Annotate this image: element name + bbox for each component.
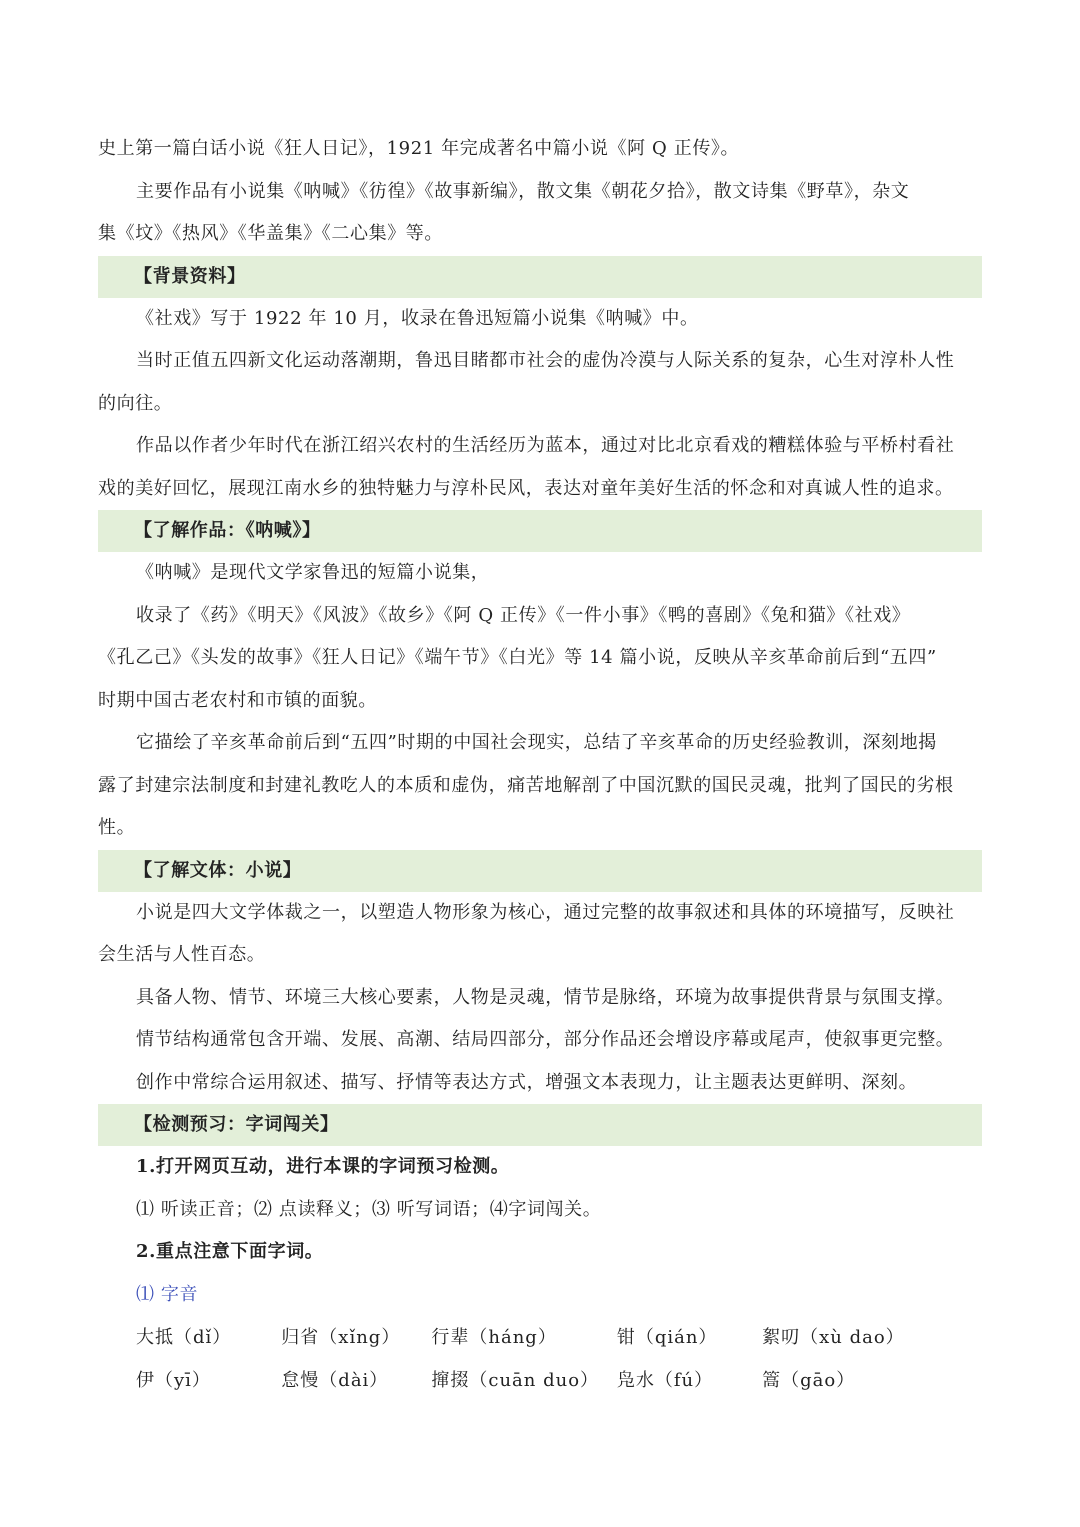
pinyin-word: 篙（gāo） [762,1370,856,1391]
task-item: 1.打开网页互动，进行本课的字词预习检测。 [136,1156,510,1177]
paragraph-line: 会生活与人性百态。 [98,944,266,965]
pinyin-word: 撺掇（cuān duo） [431,1370,600,1391]
paragraph-line: 《社戏》写于 1922 年 10 月，收录在鲁迅短篇小说集《呐喊》中。 [136,307,699,329]
paragraph-line: 小说是四大文学体裁之一，以塑造人物形象为核心，通过完整的故事叙述和具体的环境描写，反映社 [136,901,955,923]
task-subitems: ⑴ 听读正音；⑵ 点读释义；⑶ 听写词语；⑷字词闯关。 [136,1198,602,1220]
intro-line: 主要作品有小说集《呐喊》《彷徨》《故事新编》，散文集《朝花夕拾》，散文诗集《野草》，杂文 [136,180,910,202]
intro-line: 集《坟》《热风》《华盖集》《二心集》等。 [98,223,443,244]
paragraph-line: 的向往。 [98,392,173,414]
intro-line: 史上第一篇白话小说《狂人日记》，1921 年完成著名中篇小说《阿 Q 正传》。 [98,138,740,159]
section-heading-nahan: 【了解作品：《呐喊》】 [98,510,982,552]
pinyin-row [98,1359,982,1402]
paragraph-line: 当时正值五四新文化运动落潮期，鲁迅目睹都市社会的虚伪冷漠与人际关系的复杂，心生对淳朴人性 [136,350,955,371]
pinyin-word: 絮叨（xù dao） [762,1327,905,1348]
pinyin-word: 凫水（fú） [616,1370,714,1391]
pinyin-word: 归省（xǐng） [281,1327,401,1348]
sub-heading-pronunciation: ⑴ 字音 [136,1283,199,1305]
section-heading-background: 【背景资料】 [98,256,982,298]
pinyin-word: 大抵（dǐ） [136,1327,232,1348]
paragraph-line: 性。 [98,817,136,838]
section-heading-novel: 【了解文体：小说】 [98,850,982,892]
pinyin-word: 钳（qián） [616,1327,718,1348]
paragraph-line: 作品以作者少年时代在浙江绍兴农村的生活经历为蓝本，通过对比北京看戏的糟糕体验与平桥村看社 [136,435,955,456]
pinyin-word: 怠慢（dài） [281,1370,389,1391]
paragraph-line: 情节结构通常包含开端、发展、高潮、结局四部分，部分作品还会增设序幕或尾声，使叙事更完整。 [136,1029,955,1050]
pinyin-row [98,1316,982,1359]
paragraph-line: 收录了《药》《明天》《风波》《故乡》《阿 Q 正传》《一件小事》《鸭的喜剧》《兔和猫》《社戏》 [136,604,911,626]
paragraph-line: 它描绘了辛亥革命前后到“五四”时期的中国社会现实，总结了辛亥革命的历史经验教训，深刻地揭 [136,732,937,753]
paragraph-line: 创作中常综合运用叙述、描写、抒情等表达方式，增强文本表现力，让主题表达更鲜明、深刻。 [136,1071,918,1093]
paragraph-line: 戏的美好回忆，展现江南水乡的独特魅力与淳朴民风，表达对童年美好生活的怀念和对真诚人性的追求。 [98,477,954,499]
pinyin-word: 行辈（háng） [431,1327,557,1348]
paragraph-line: 《孔乙己》《头发的故事》《狂人日记》《端午节》《白光》等 14 篇小说，反映从辛亥革命前后到“五四” [98,647,937,668]
paragraph-line: 露了封建宗法制度和封建礼教吃人的本质和虚伪，痛苦地解剖了中国沉默的国民灵魂，批判了国民的劣根 [98,774,954,796]
section-heading-preview: 【检测预习：字词闯关】 [98,1104,982,1146]
paragraph-line: 《呐喊》是现代文学家鲁迅的短篇小说集， [136,562,490,583]
task-item: 2.重点注意下面字词。 [136,1241,324,1262]
pinyin-word: 伊（yī） [136,1370,211,1391]
paragraph-line: 具备人物、情节、环境三大核心要素，人物是灵魂，情节是脉络，环境为故事提供背景与氛围支撑。 [136,986,955,1008]
paragraph-line: 时期中国古老农村和市镇的面貌。 [98,689,377,711]
document-page [98,128,982,1402]
